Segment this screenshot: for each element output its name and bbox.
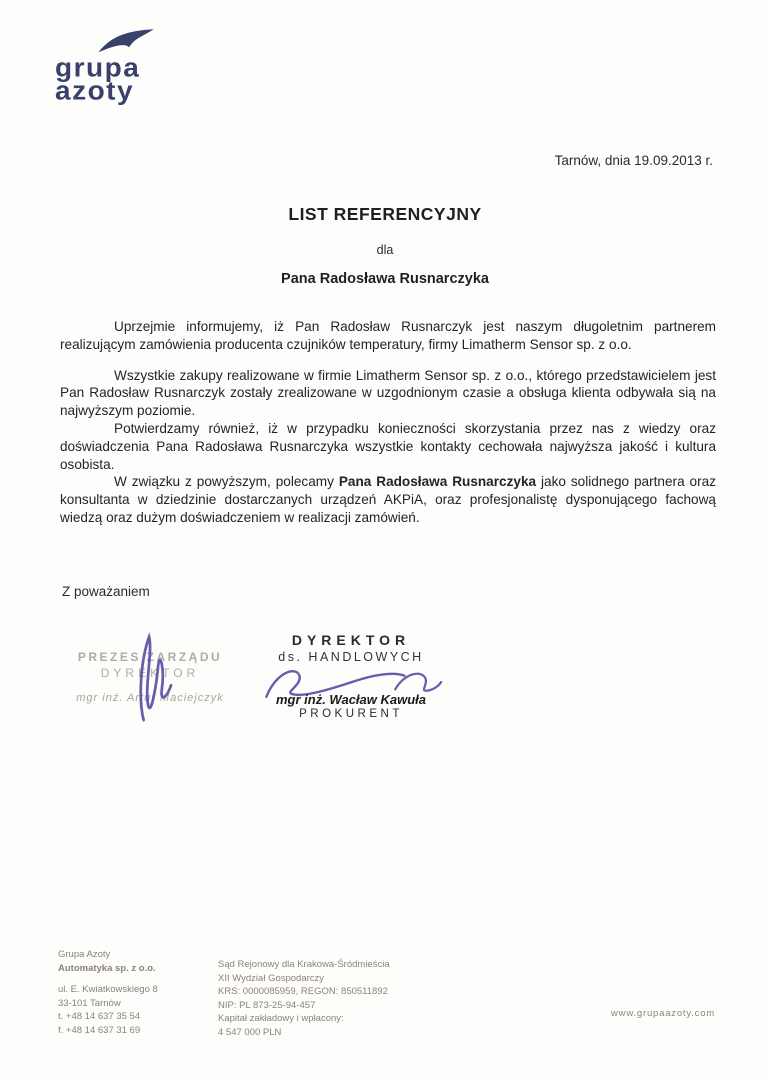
signature-block-president: [60, 650, 240, 704]
footer-capital-value: 4 547 000 PLN: [218, 1026, 282, 1038]
footer-spacer: [58, 975, 158, 983]
stamp-title-handlowych: ds. HANDLOWYCH: [278, 650, 424, 664]
footer-capital-label: Kapitał zakładowy i wpłacony:: [218, 1013, 344, 1024]
letter-body: [60, 318, 716, 527]
bird-swoosh-icon: [97, 28, 155, 55]
letter-subtitle: dla: [376, 243, 394, 257]
paragraph-3: Potwierdzamy również, iż w przypadku konieczności skorzystania przez nas z wiedzy oraz doświadczenia Pana Radosława Rusnarczyka wszystkie kontakty cechowała najwyższa jakość i kultura osobista.: [60, 420, 716, 472]
footer-krs-regon: KRS: 0000085959, REGON: 850511892: [218, 986, 388, 997]
footer-court: Sąd Rejonowy dla Krakowa-Śródmieścia: [218, 959, 390, 970]
paragraph-2: Wszystkie zakupy realizowane w firmie Limatherm Sensor sp. z o.o., którego przedstawicielem jest Pan Radosław Rusnarczyk zostały zrealizowane w uzgodnionym czasie a obsługa klienta odbywała sią na najwyższym poziomie.: [60, 367, 716, 419]
footer-city: 33-101 Tarnów: [58, 997, 121, 1009]
footer-fax: f. +48 14 637 31 69: [58, 1024, 141, 1036]
paragraph-4-bold-name: Pana Radosława Rusnarczyka: [338, 474, 537, 490]
stamp-title-director: DYREKTOR: [100, 666, 200, 680]
footer-division: XII Wydział Gospodarczy: [218, 972, 325, 984]
footer-website: www.grupaazoty.com: [611, 1008, 715, 1019]
stamp-name-kawula: mgr inż. Wacław Kawuła: [275, 692, 427, 707]
date-line: Tarnów, dnia 19.09.2013 r.: [554, 153, 713, 168]
footer-registry-column: [218, 958, 390, 1039]
paragraph-4-pre: W związku z powyższym, polecamy: [114, 474, 339, 490]
closing-phrase: Z poważaniem: [62, 584, 150, 599]
letter-recipient: Pana Radosława Rusnarczyka: [281, 271, 489, 287]
footer-company-name: Grupa Azoty: [58, 949, 111, 960]
stamp-name-maciejczyk: mgr inż. Artur Maciejczyk: [76, 692, 224, 704]
paragraph-1: Uprzejmie informujemy, iż Pan Radosław Rusnarczyk jest naszym długoletnim partnerem realizującym zamówienia producenta czujników temperatury, firmy Limatherm Sensor sp. z o.o.: [60, 319, 716, 352]
logo-text-line2: azoty: [55, 76, 135, 105]
stamp-role-prokurent: PROKURENT: [299, 708, 403, 720]
footer-phone: t. +48 14 637 35 54: [58, 1011, 141, 1022]
stamp-title-dyrektor: DYREKTOR: [291, 632, 411, 648]
logo-text-line1: grupa: [55, 53, 141, 82]
paragraph-4: [60, 473, 716, 526]
signature-block-commercial-director: [256, 632, 446, 720]
footer-company-entity: Automatyka sp. z o.o.: [58, 962, 156, 974]
paragraph-4-post: jako solidnego partnera oraz konsultanta w dziedzinie dostarczanych urządzeń AKPiA, oraz profesjonalistę dysponującego fachową wiedzą oraz dużym doświadczeniem w realizacji zamówień.: [60, 474, 717, 525]
stamp-title-president: PREZES ZARZĄDU: [77, 650, 223, 664]
footer-nip: NIP: PL 873-25-94-457: [218, 999, 316, 1011]
footer-company-column: [58, 948, 158, 1037]
letter-title: LIST REFERENCYJNY: [288, 204, 482, 224]
footer-street: ul. E. Kwiatkowskiego 8: [58, 984, 158, 995]
grupa-azoty-logo: [55, 28, 195, 103]
